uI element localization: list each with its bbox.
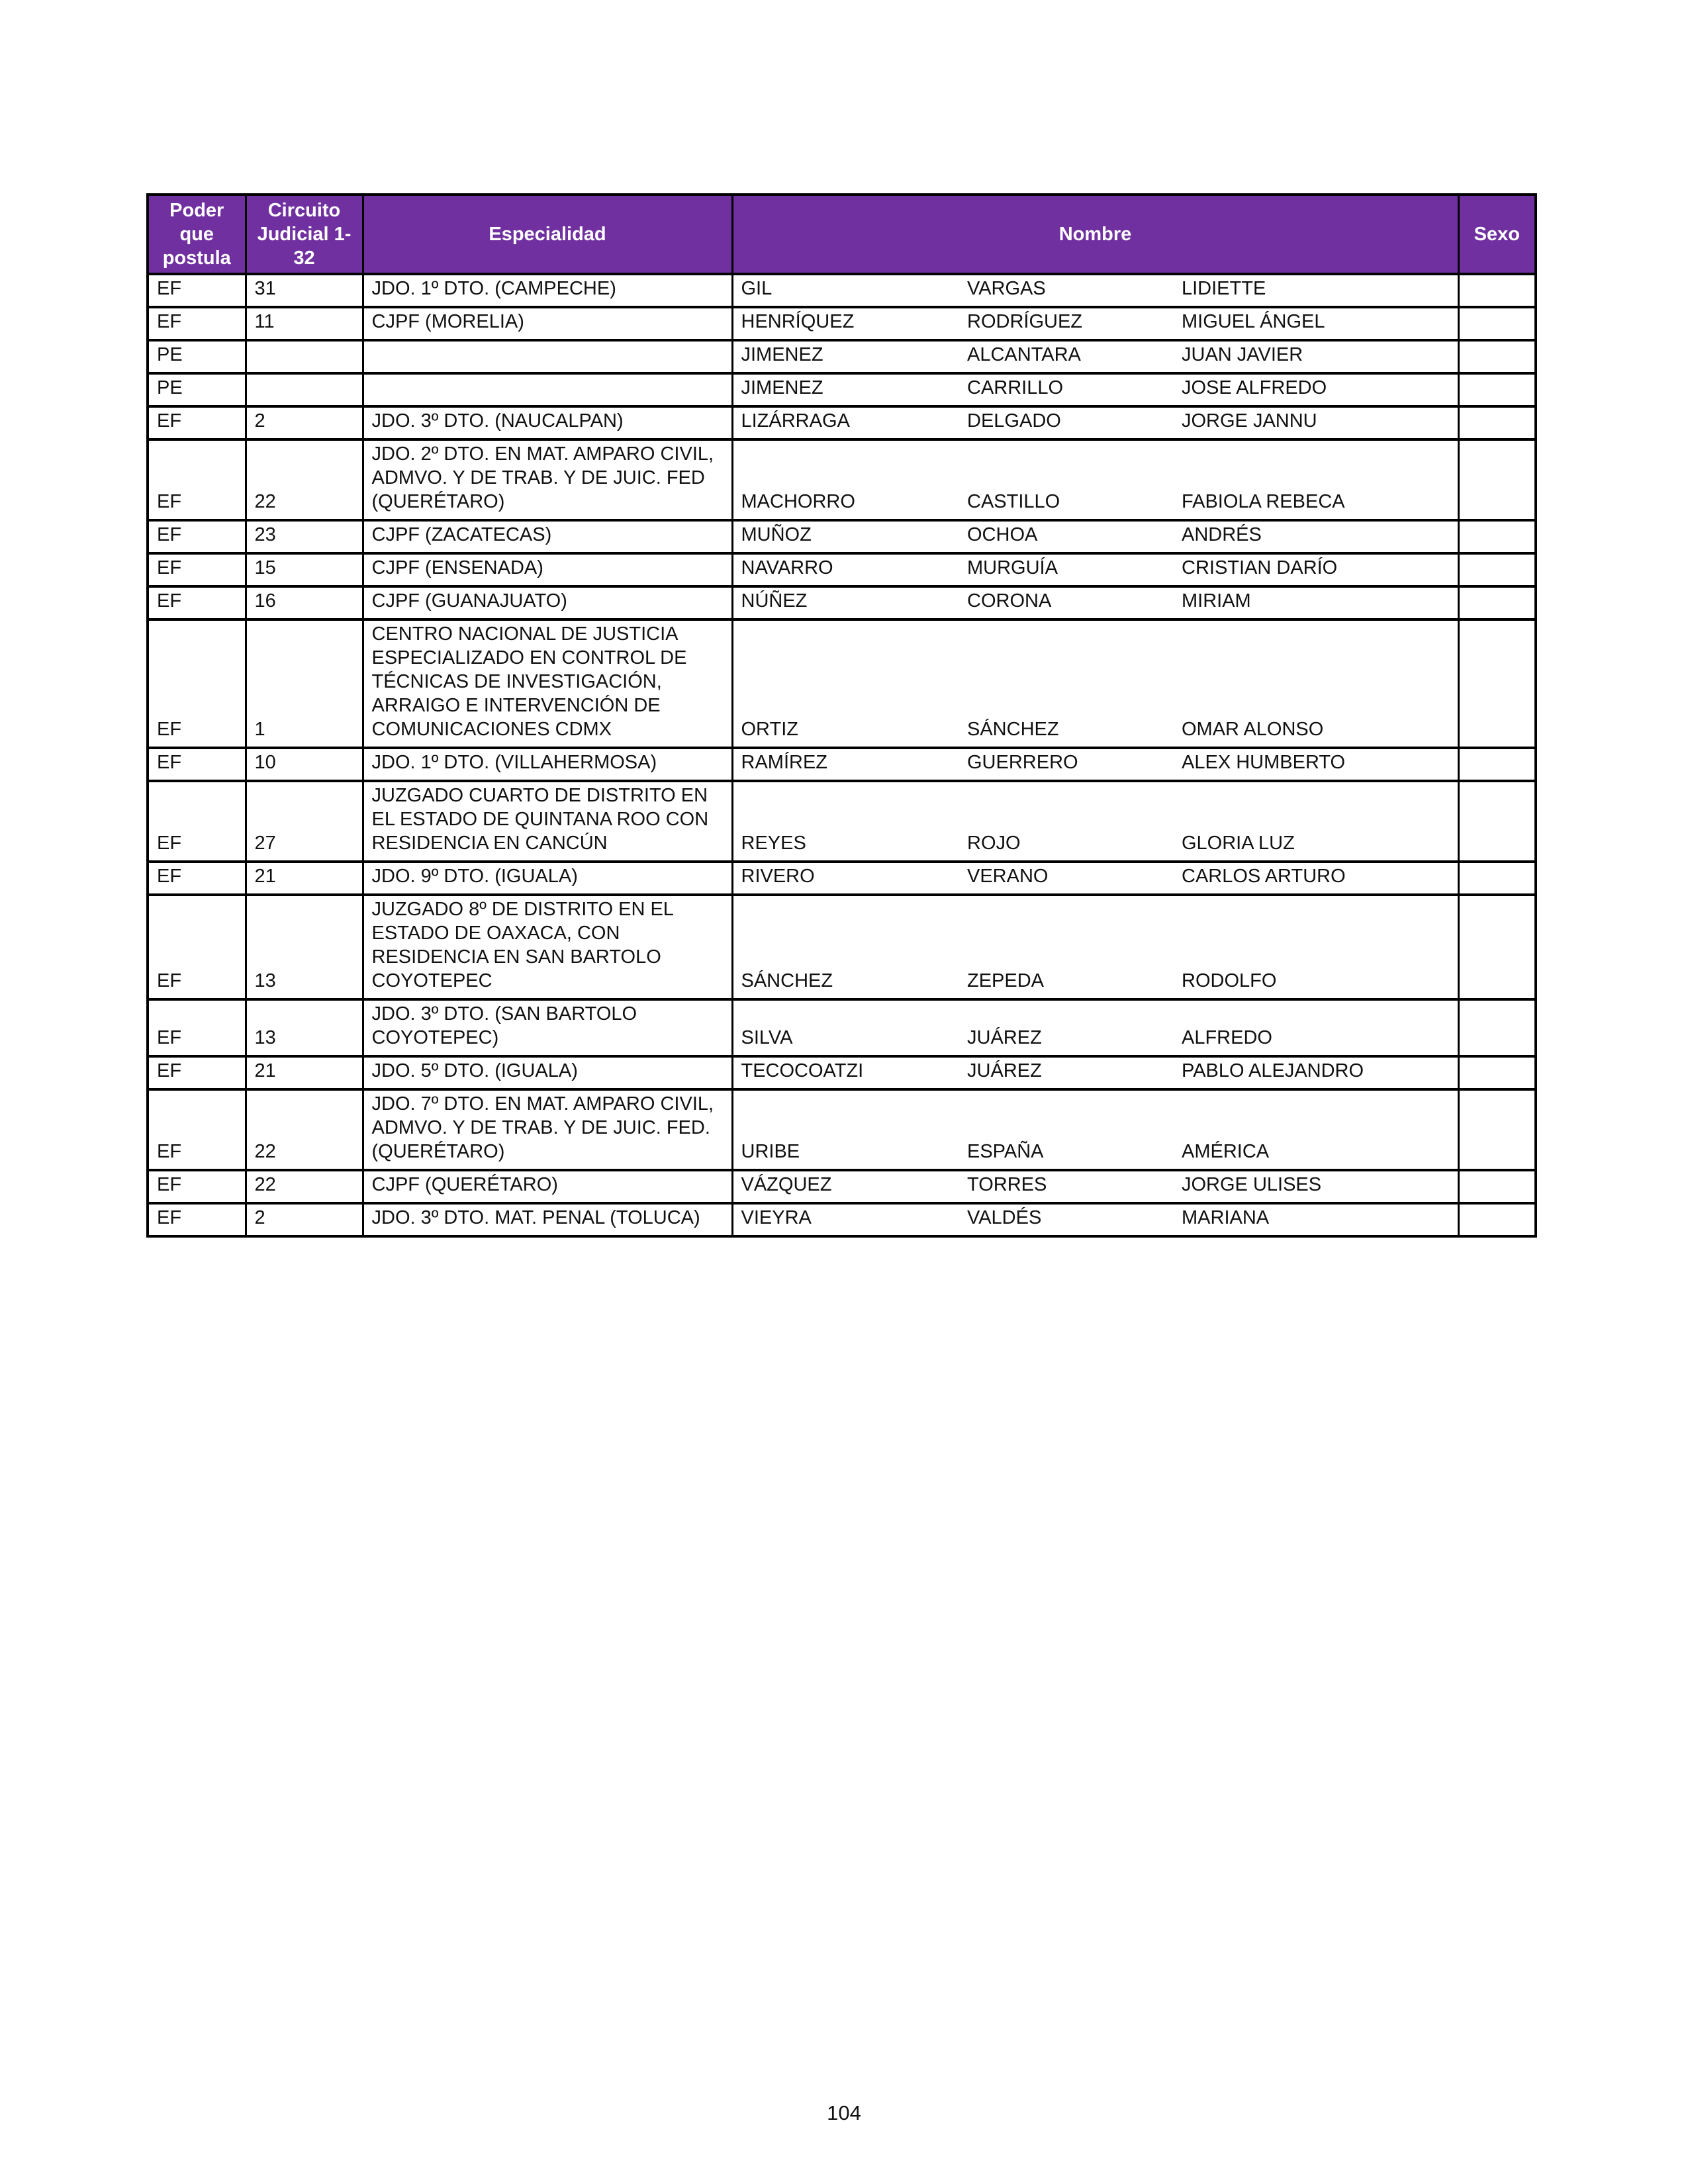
cell-sexo (1458, 895, 1536, 999)
cell-poder: EF (148, 619, 246, 748)
cell-especialidad: JUZGADO CUARTO DE DISTRITO EN EL ESTADO DE QUINTANA ROO CON RESIDENCIA EN CANCÚN (363, 781, 732, 862)
cell-apellido-materno: JUÁREZ (959, 999, 1174, 1056)
cell-nombre: OMAR ALONSO (1174, 619, 1458, 748)
cell-nombre: PABLO ALEJANDRO (1174, 1056, 1458, 1089)
cell-apellido-paterno: MUÑOZ (732, 520, 959, 553)
cell-nombre: FABIOLA REBECA (1174, 439, 1458, 520)
cell-nombre: JORGE JANNU (1174, 406, 1458, 439)
cell-especialidad: CJPF (ENSENADA) (363, 553, 732, 586)
cell-sexo (1458, 274, 1536, 307)
cell-apellido-paterno: JIMENEZ (732, 373, 959, 406)
cell-circuito: 13 (246, 999, 363, 1056)
table-row (148, 373, 1536, 406)
cell-sexo (1458, 999, 1536, 1056)
cell-especialidad: CJPF (MORELIA) (363, 307, 732, 340)
cell-poder: EF (148, 307, 246, 340)
cell-circuito: 31 (246, 274, 363, 307)
cell-especialidad: JDO. 5º DTO. (IGUALA) (363, 1056, 732, 1089)
cell-apellido-materno: ROJO (959, 781, 1174, 862)
cell-apellido-paterno: GIL (732, 274, 959, 307)
cell-apellido-paterno: ORTIZ (732, 619, 959, 748)
cell-circuito (246, 373, 363, 406)
cell-poder: EF (148, 1089, 246, 1170)
cell-circuito: 16 (246, 586, 363, 619)
cell-nombre: MIGUEL ÁNGEL (1174, 307, 1458, 340)
cell-apellido-materno: OCHOA (959, 520, 1174, 553)
cell-apellido-paterno: NAVARRO (732, 553, 959, 586)
cell-sexo (1458, 586, 1536, 619)
cell-apellido-materno: VALDÉS (959, 1203, 1174, 1236)
cell-apellido-paterno: LIZÁRRAGA (732, 406, 959, 439)
table-body (148, 274, 1536, 1236)
table-row (148, 862, 1536, 895)
cell-poder: EF (148, 781, 246, 862)
cell-especialidad (363, 373, 732, 406)
cell-nombre: CRISTIAN DARÍO (1174, 553, 1458, 586)
cell-apellido-materno: ESPAÑA (959, 1089, 1174, 1170)
table-row (148, 1203, 1536, 1236)
cell-circuito: 21 (246, 1056, 363, 1089)
cell-apellido-paterno: RIVERO (732, 862, 959, 895)
cell-especialidad (363, 340, 732, 373)
cell-apellido-materno: CASTILLO (959, 439, 1174, 520)
cell-especialidad: JUZGADO 8º DE DISTRITO EN EL ESTADO DE OAXACA, CON RESIDENCIA EN SAN BARTOLO COYOTEPEC (363, 895, 732, 999)
cell-especialidad: JDO. 1º DTO. (VILLAHERMOSA) (363, 748, 732, 781)
cell-nombre: ANDRÉS (1174, 520, 1458, 553)
header-poder-que-postula: Poder que postula (148, 195, 246, 274)
cell-nombre: MIRIAM (1174, 586, 1458, 619)
cell-sexo (1458, 520, 1536, 553)
cell-apellido-materno: VARGAS (959, 274, 1174, 307)
cell-nombre: JORGE ULISES (1174, 1170, 1458, 1203)
header-circuito-judicial: Circuito Judicial 1-32 (246, 195, 363, 274)
table-row (148, 895, 1536, 999)
cell-poder: EF (148, 553, 246, 586)
table-row (148, 999, 1536, 1056)
cell-sexo (1458, 781, 1536, 862)
table-row (148, 1089, 1536, 1170)
cell-especialidad: JDO. 9º DTO. (IGUALA) (363, 862, 732, 895)
cell-poder: EF (148, 274, 246, 307)
cell-apellido-paterno: REYES (732, 781, 959, 862)
cell-apellido-materno: RODRÍGUEZ (959, 307, 1174, 340)
cell-circuito: 23 (246, 520, 363, 553)
table-row (148, 748, 1536, 781)
table-row (148, 340, 1536, 373)
table-row (148, 553, 1536, 586)
cell-nombre: ALFREDO (1174, 999, 1458, 1056)
cell-nombre: JUAN JAVIER (1174, 340, 1458, 373)
cell-apellido-paterno: TECOCOATZI (732, 1056, 959, 1089)
cell-circuito: 22 (246, 1089, 363, 1170)
cell-sexo (1458, 619, 1536, 748)
table-row (148, 619, 1536, 748)
cell-sexo (1458, 1089, 1536, 1170)
cell-poder: EF (148, 1056, 246, 1089)
table-row (148, 1170, 1536, 1203)
table-header (148, 195, 1536, 274)
table-row (148, 781, 1536, 862)
cell-nombre: RODOLFO (1174, 895, 1458, 999)
cell-circuito: 21 (246, 862, 363, 895)
cell-sexo (1458, 340, 1536, 373)
cell-sexo (1458, 439, 1536, 520)
table-row (148, 520, 1536, 553)
table-row (148, 1056, 1536, 1089)
cell-poder: EF (148, 1170, 246, 1203)
header-especialidad: Especialidad (363, 195, 732, 274)
cell-apellido-materno: CORONA (959, 586, 1174, 619)
cell-nombre: AMÉRICA (1174, 1089, 1458, 1170)
cell-apellido-materno: VERANO (959, 862, 1174, 895)
cell-poder: PE (148, 340, 246, 373)
cell-apellido-paterno: HENRÍQUEZ (732, 307, 959, 340)
cell-circuito: 10 (246, 748, 363, 781)
cell-especialidad: JDO. 1º DTO. (CAMPECHE) (363, 274, 732, 307)
cell-especialidad: JDO. 3º DTO. (NAUCALPAN) (363, 406, 732, 439)
cell-circuito (246, 340, 363, 373)
table-row (148, 439, 1536, 520)
cell-especialidad: CJPF (ZACATECAS) (363, 520, 732, 553)
header-nombre: Nombre (732, 195, 1458, 274)
table-row (148, 307, 1536, 340)
cell-circuito: 13 (246, 895, 363, 999)
table-row (148, 274, 1536, 307)
cell-sexo (1458, 1056, 1536, 1089)
cell-nombre: GLORIA LUZ (1174, 781, 1458, 862)
cell-apellido-materno: DELGADO (959, 406, 1174, 439)
cell-sexo (1458, 862, 1536, 895)
table-row (148, 406, 1536, 439)
cell-sexo (1458, 307, 1536, 340)
cell-circuito: 1 (246, 619, 363, 748)
cell-especialidad: CJPF (QUERÉTARO) (363, 1170, 732, 1203)
cell-apellido-paterno: JIMENEZ (732, 340, 959, 373)
cell-apellido-materno: SÁNCHEZ (959, 619, 1174, 748)
cell-apellido-materno: JUÁREZ (959, 1056, 1174, 1089)
header-row (148, 195, 1536, 274)
cell-poder: EF (148, 520, 246, 553)
cell-circuito: 2 (246, 406, 363, 439)
cell-poder: EF (148, 586, 246, 619)
cell-sexo (1458, 373, 1536, 406)
cell-sexo (1458, 748, 1536, 781)
cell-especialidad: JDO. 3º DTO. (SAN BARTOLO COYOTEPEC) (363, 999, 732, 1056)
cell-especialidad: JDO. 3º DTO. MAT. PENAL (TOLUCA) (363, 1203, 732, 1236)
cell-nombre: ALEX HUMBERTO (1174, 748, 1458, 781)
cell-poder: EF (148, 895, 246, 999)
cell-apellido-paterno: RAMÍREZ (732, 748, 959, 781)
cell-poder: PE (148, 373, 246, 406)
cell-apellido-paterno: MACHORRO (732, 439, 959, 520)
cell-nombre: JOSE ALFREDO (1174, 373, 1458, 406)
cell-apellido-materno: ALCANTARA (959, 340, 1174, 373)
cell-apellido-paterno: VIEYRA (732, 1203, 959, 1236)
cell-apellido-paterno: SÁNCHEZ (732, 895, 959, 999)
cell-poder: EF (148, 999, 246, 1056)
cell-apellido-materno: MURGUÍA (959, 553, 1174, 586)
cell-sexo (1458, 1203, 1536, 1236)
cell-apellido-materno: CARRILLO (959, 373, 1174, 406)
cell-circuito: 2 (246, 1203, 363, 1236)
cell-circuito: 15 (246, 553, 363, 586)
page-number: 104 (827, 2101, 861, 2124)
cell-especialidad: CJPF (GUANAJUATO) (363, 586, 732, 619)
cell-apellido-materno: GUERRERO (959, 748, 1174, 781)
cell-circuito: 22 (246, 1170, 363, 1203)
cell-apellido-paterno: NÚÑEZ (732, 586, 959, 619)
cell-apellido-materno: TORRES (959, 1170, 1174, 1203)
cell-apellido-paterno: VÁZQUEZ (732, 1170, 959, 1203)
cell-circuito: 27 (246, 781, 363, 862)
table-row (148, 586, 1536, 619)
cell-sexo (1458, 1170, 1536, 1203)
cell-nombre: MARIANA (1174, 1203, 1458, 1236)
cell-nombre: CARLOS ARTURO (1174, 862, 1458, 895)
header-sexo: Sexo (1458, 195, 1536, 274)
cell-especialidad: CENTRO NACIONAL DE JUSTICIA ESPECIALIZADO EN CONTROL DE TÉCNICAS DE INVESTIGACIÓN, ARRAIGO E INTERVENCIÓN DE COMUNICACIONES CDMX (363, 619, 732, 748)
cell-especialidad: JDO. 2º DTO. EN MAT. AMPARO CIVIL, ADMVO. Y DE TRAB. Y DE JUIC. FED (QUERÉTARO) (363, 439, 732, 520)
cell-poder: EF (148, 748, 246, 781)
cell-poder: EF (148, 1203, 246, 1236)
cell-apellido-materno: ZEPEDA (959, 895, 1174, 999)
cell-apellido-paterno: SILVA (732, 999, 959, 1056)
cell-nombre: LIDIETTE (1174, 274, 1458, 307)
cell-circuito: 11 (246, 307, 363, 340)
candidates-table (146, 193, 1537, 1238)
cell-especialidad: JDO. 7º DTO. EN MAT. AMPARO CIVIL, ADMVO. Y DE TRAB. Y DE JUIC. FED. (QUERÉTARO) (363, 1089, 732, 1170)
cell-apellido-paterno: URIBE (732, 1089, 959, 1170)
cell-circuito: 22 (246, 439, 363, 520)
cell-sexo (1458, 553, 1536, 586)
cell-poder: EF (148, 862, 246, 895)
cell-sexo (1458, 406, 1536, 439)
cell-poder: EF (148, 439, 246, 520)
cell-poder: EF (148, 406, 246, 439)
